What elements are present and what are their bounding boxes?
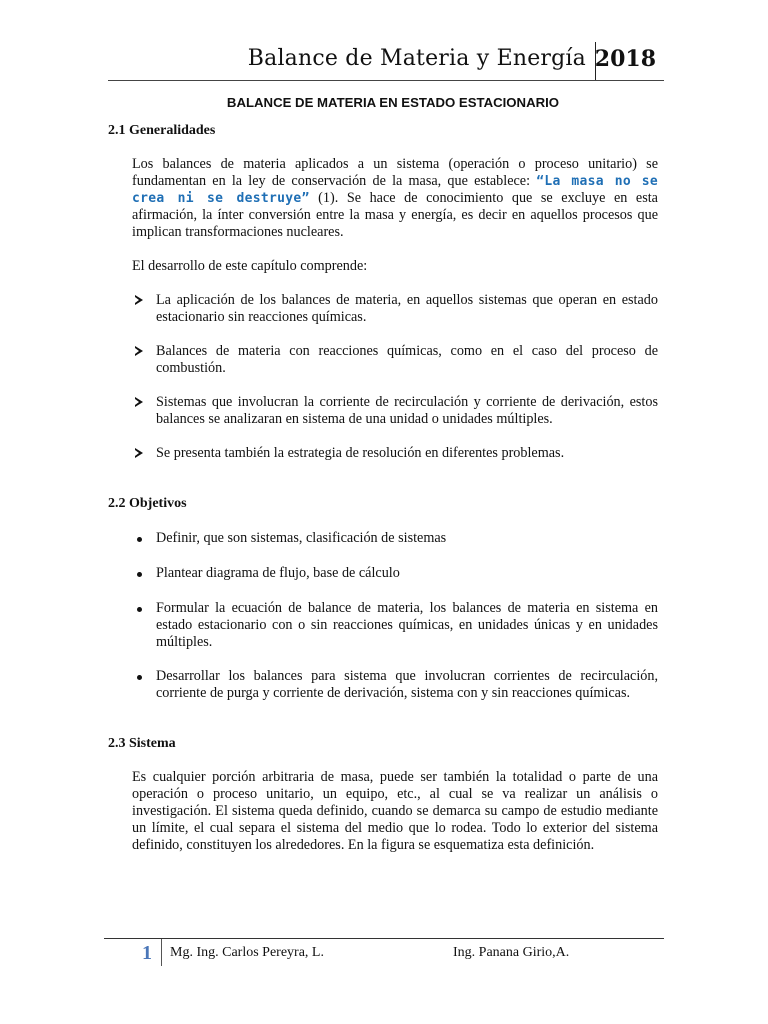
list-item <box>108 445 658 462</box>
list-item-text: Sistemas que involucran la corriente de recirculación y corriente de derivación, estos balances se analizaran en sistema de una unidad o unidades múltiples. <box>156 394 658 427</box>
list-item-text: Plantear diagrama de flujo, base de cálculo <box>156 565 400 581</box>
list-item-text: Balances de materia con reacciones químicas, como en el caso del proceso de combustión. <box>156 343 658 376</box>
paragraph-text: (1). Se hace de conocimiento que se excluye en esta afirmación, la ínter conversión entre la masa y energía, es decir en aquellos procesos que implican transformaciones nucleares. <box>132 190 658 240</box>
list-item <box>108 565 658 582</box>
page-footer <box>104 938 664 968</box>
objectives-list <box>108 530 658 702</box>
sistema-paragraph: Es cualquier porción arbitraria de masa, puede ser también la totalidad o parte de una operación o proceso unitario, un equipo, etc., al cual se va realizar un análisis o investigación. El sistema queda definido, cuando se demarca su campo de estudio mediante un límite, el cual separa el sistema del medio que lo rodea. Todo lo exterior del sistema definido, constituyen los alrededores. En la figura se esquematiza esta definición. <box>132 769 658 853</box>
page-number: 1 <box>142 942 152 964</box>
arrow-bullet-icon <box>135 346 143 356</box>
list-item-text: Se presenta también la estrategia de resolución en diferentes problemas. <box>156 445 565 461</box>
list-item <box>108 600 658 651</box>
page-content <box>108 94 658 854</box>
document-title: BALANCE DE MATERIA EN ESTADO ESTACIONARIO <box>226 95 560 110</box>
chapter-intro-paragraph: El desarrollo de este capítulo comprende: <box>132 258 368 274</box>
arrow-bullet-icon <box>135 295 143 305</box>
section-heading-objetivos: 2.2 Objetivos <box>108 496 187 511</box>
chapter-contents-list <box>108 292 658 462</box>
section-heading-sistema: 2.3 Sistema <box>108 736 176 751</box>
arrow-bullet-icon <box>135 397 143 407</box>
list-item <box>108 343 658 377</box>
arrow-bullet-icon <box>135 448 143 458</box>
page-header <box>108 42 664 82</box>
bullet-dot-icon <box>137 537 142 542</box>
list-item-text: Formular la ecuación de balance de materia, los balances de materia en sistema en estado estacionario con o sin reacciones químicas, en unidades únicas y en unidades múltiples. <box>156 600 658 650</box>
footer-author-1: Mg. Ing. Carlos Pereyra, L. <box>170 945 324 960</box>
list-item-text: Desarrollar los balances para sistema que involucran corrientes de recirculación, corriente de purga y corriente de derivación, sistema con y sin reacciones químicas. <box>156 668 658 701</box>
list-item-text: Definir, que son sistemas, clasificación de sistemas <box>156 530 447 546</box>
list-item-text: La aplicación de los balances de materia, en aquellos sistemas que operan en estado estacionario sin reacciones químicas. <box>156 292 658 325</box>
list-item <box>108 530 658 547</box>
header-title: Balance de Materia y Energía <box>247 46 586 71</box>
bullet-dot-icon <box>137 572 142 577</box>
bullet-dot-icon <box>137 675 142 680</box>
highlighted-quote: “La masa no se crea ni se destruye” <box>132 174 658 206</box>
footer-separator <box>161 939 162 966</box>
list-item <box>108 668 658 702</box>
header-rule <box>108 80 664 81</box>
list-item <box>108 292 658 326</box>
bullet-dot-icon <box>137 607 142 612</box>
list-item <box>108 394 658 428</box>
paragraph-text: Los balances de materia aplicados a un sistema (operación o proceso unitario) se fundamentan en la ley de conservación de la masa, que establece: <box>132 156 658 189</box>
generalidades-paragraph <box>108 156 658 241</box>
section-heading-generalidades: 2.1 Generalidades <box>108 123 216 138</box>
header-year: 2018 <box>594 46 656 72</box>
footer-author-2: Ing. Panana Girio,A. <box>453 945 570 960</box>
footer-rule <box>104 938 664 939</box>
